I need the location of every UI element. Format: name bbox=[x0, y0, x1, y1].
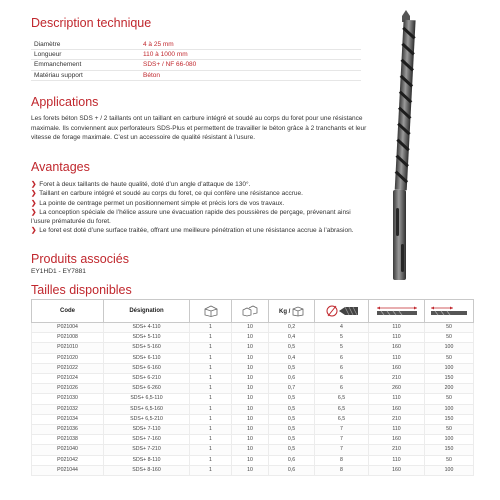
table-cell: 260 bbox=[369, 384, 425, 394]
table-cell: 0,5 bbox=[269, 414, 315, 424]
table-cell: 0,6 bbox=[269, 465, 315, 475]
table-cell: 4 bbox=[315, 323, 369, 333]
table-cell: 110 bbox=[369, 323, 425, 333]
spec-row bbox=[31, 50, 361, 60]
table-cell: 10 bbox=[232, 455, 269, 465]
table-cell: 110 bbox=[369, 353, 425, 363]
chevron-right-icon: ❯ bbox=[31, 227, 37, 235]
table-cell: 160 bbox=[369, 404, 425, 414]
table-cell: 50 bbox=[425, 353, 474, 363]
table-cell: 210 bbox=[369, 414, 425, 424]
table-cell: 110 bbox=[369, 455, 425, 465]
table-cell: 50 bbox=[425, 455, 474, 465]
table-cell: 6 bbox=[315, 363, 369, 373]
table-cell: 1 bbox=[190, 455, 232, 465]
table-cell: P021004 bbox=[32, 323, 104, 333]
spec-value: 110 à 1000 mm bbox=[143, 51, 188, 59]
table-cell: 1 bbox=[190, 404, 232, 414]
weight-label: Kg / bbox=[278, 308, 291, 315]
boxes-icon bbox=[242, 305, 258, 317]
table-row bbox=[32, 455, 474, 465]
table-cell: 5 bbox=[315, 343, 369, 353]
spec-label: Emmanchement bbox=[34, 61, 82, 69]
table-row bbox=[32, 394, 474, 404]
description-title: Description technique bbox=[31, 16, 152, 30]
table-cell: P021030 bbox=[32, 394, 104, 404]
table-cell: 10 bbox=[232, 425, 269, 435]
table-row bbox=[32, 323, 474, 333]
table-cell: 10 bbox=[232, 435, 269, 445]
list-item: ❯ Foret à deux taillants de haute qualité, doté d’un angle d’attaque de 130°. bbox=[31, 181, 251, 188]
avantages-title: Avantages bbox=[31, 160, 90, 174]
box-icon bbox=[203, 305, 219, 317]
table-cell: 10 bbox=[232, 414, 269, 424]
table-cell: 200 bbox=[425, 384, 474, 394]
table-cell: 0,7 bbox=[269, 384, 315, 394]
table-cell: 110 bbox=[369, 394, 425, 404]
table-cell: 1 bbox=[190, 374, 232, 384]
table-row bbox=[32, 374, 474, 384]
spec-row bbox=[31, 60, 361, 70]
table-cell: 160 bbox=[369, 435, 425, 445]
table-row bbox=[32, 465, 474, 475]
table-cell: P021040 bbox=[32, 445, 104, 455]
table-cell: 1 bbox=[190, 333, 232, 343]
table-cell: 210 bbox=[369, 445, 425, 455]
sizes-table bbox=[31, 299, 474, 476]
table-cell: 150 bbox=[425, 445, 474, 455]
spec-label: Longueur bbox=[34, 51, 62, 59]
diameter-icon bbox=[325, 304, 359, 318]
table-cell: P021010 bbox=[32, 343, 104, 353]
table-cell: P021020 bbox=[32, 353, 104, 363]
table-cell: 1 bbox=[190, 353, 232, 363]
table-cell: 150 bbox=[425, 414, 474, 424]
table-cell: 0,4 bbox=[269, 353, 315, 363]
table-row bbox=[32, 404, 474, 414]
spec-value: 4 à 25 mm bbox=[143, 41, 174, 48]
table-row bbox=[32, 333, 474, 343]
col-header-code: Code bbox=[32, 300, 104, 323]
table-cell: 0,5 bbox=[269, 435, 315, 445]
spec-value: Béton bbox=[143, 71, 160, 79]
table-cell: P021022 bbox=[32, 363, 104, 373]
table-cell: 1 bbox=[190, 414, 232, 424]
table-cell: P021038 bbox=[32, 435, 104, 445]
spec-label: Matériau support bbox=[34, 71, 83, 79]
table-cell: SDS+ 7-110 bbox=[104, 425, 190, 435]
box-icon bbox=[292, 306, 304, 317]
table-cell: 0,5 bbox=[269, 394, 315, 404]
spec-label: Diamètre bbox=[34, 41, 61, 48]
table-cell: SDS+ 7-210 bbox=[104, 445, 190, 455]
table-cell: 100 bbox=[425, 404, 474, 414]
table-cell: 110 bbox=[369, 425, 425, 435]
table-cell: 0,2 bbox=[269, 323, 315, 333]
table-cell: 0,5 bbox=[269, 445, 315, 455]
table-cell: 1 bbox=[190, 465, 232, 475]
total-length-icon bbox=[375, 305, 419, 317]
col-header-weight bbox=[269, 300, 315, 323]
table-cell: 1 bbox=[190, 363, 232, 373]
table-header-row bbox=[32, 300, 474, 323]
table-cell: SDS+ 7-160 bbox=[104, 435, 190, 445]
list-item: ❯ Taillant en carbure intégré et soudé au corps du foret, ce qui confère une résistance accrue. bbox=[31, 190, 303, 198]
produits-title: Produits associés bbox=[31, 252, 129, 266]
table-cell: 160 bbox=[369, 465, 425, 475]
produits-refs: EY1HD1 - EY7881 bbox=[31, 268, 86, 275]
table-cell: 6,5 bbox=[315, 414, 369, 424]
col-header-total-length bbox=[369, 300, 425, 323]
table-cell: 8 bbox=[315, 455, 369, 465]
table-cell: P021026 bbox=[32, 384, 104, 394]
col-header-working-length bbox=[425, 300, 474, 323]
col-header-diameter bbox=[315, 300, 369, 323]
table-cell: 110 bbox=[369, 333, 425, 343]
table-cell: P021034 bbox=[32, 414, 104, 424]
table-cell: 1 bbox=[190, 384, 232, 394]
table-cell: SDS+ 6,5-210 bbox=[104, 414, 190, 424]
table-row bbox=[32, 343, 474, 353]
table-cell: 160 bbox=[369, 363, 425, 373]
table-cell: 8 bbox=[315, 465, 369, 475]
spec-row bbox=[31, 40, 361, 50]
table-cell: 7 bbox=[315, 425, 369, 435]
table-cell: P021032 bbox=[32, 404, 104, 414]
spec-row bbox=[31, 70, 361, 80]
spec-value: SDS+ / NF 66-080 bbox=[143, 61, 197, 69]
table-cell: SDS+ 6-210 bbox=[104, 374, 190, 384]
table-cell: 5 bbox=[315, 333, 369, 343]
table-cell: 10 bbox=[232, 323, 269, 333]
applications-title: Applications bbox=[31, 95, 99, 109]
table-row bbox=[32, 363, 474, 373]
table-cell: 7 bbox=[315, 445, 369, 455]
table-row bbox=[32, 425, 474, 435]
table-cell: P021044 bbox=[32, 465, 104, 475]
tailles-title: Tailles disponibles bbox=[31, 283, 132, 297]
chevron-right-icon: ❯ bbox=[31, 190, 37, 198]
table-cell: 50 bbox=[425, 323, 474, 333]
table-cell: SDS+ 6-110 bbox=[104, 353, 190, 363]
list-item: ❯ Le foret est doté d’une surface traitée, offrant une meilleure pénétration et une résistance accrue à l’abrasion. bbox=[31, 227, 354, 235]
table-cell: 10 bbox=[232, 445, 269, 455]
table-row bbox=[32, 445, 474, 455]
table-cell: 10 bbox=[232, 333, 269, 343]
table-cell: P021042 bbox=[32, 455, 104, 465]
col-header-pack bbox=[232, 300, 269, 323]
table-row bbox=[32, 435, 474, 445]
table-cell: 7 bbox=[315, 435, 369, 445]
table-cell: 0,5 bbox=[269, 425, 315, 435]
table-cell: 160 bbox=[369, 343, 425, 353]
list-item: ❯ La pointe de centrage permet un positionnement simple et précis lors de vos travaux. bbox=[31, 199, 285, 207]
table-cell: SDS+ 6-260 bbox=[104, 384, 190, 394]
table-cell: 100 bbox=[425, 465, 474, 475]
table-cell: 6 bbox=[315, 374, 369, 384]
table-cell: 10 bbox=[232, 384, 269, 394]
table-cell: 6 bbox=[315, 384, 369, 394]
avantages-list bbox=[31, 180, 361, 236]
table-cell: 0,4 bbox=[269, 333, 315, 343]
col-header-unit bbox=[190, 300, 232, 323]
table-cell: 10 bbox=[232, 343, 269, 353]
table-cell: 1 bbox=[190, 425, 232, 435]
spec-table bbox=[31, 40, 361, 81]
table-cell: 150 bbox=[425, 374, 474, 384]
table-cell: 0,6 bbox=[269, 374, 315, 384]
table-cell: 6 bbox=[315, 353, 369, 363]
list-item: ❯ La conception spéciale de l’hélice assure une évacuation rapide des poussières de perçage, prévenant ainsi l’usure prématurée du foret. bbox=[31, 208, 351, 226]
table-cell: 1 bbox=[190, 323, 232, 333]
table-cell: SDS+ 6,5-160 bbox=[104, 404, 190, 414]
table-row bbox=[32, 353, 474, 363]
table-cell: 1 bbox=[190, 343, 232, 353]
table-cell: SDS+ 6,5-110 bbox=[104, 394, 190, 404]
applications-text: Les forets béton SDS + / 2 taillants ont un taillant en carbure intégré et soudé au corps du foret pour une résistance maximale. Ils conviennent aux perforateurs SDS-Plus et permettent de travailler le béton grâce à 2 tranchants et leur vitesse de forage maximale. C’est un accessoire de qualité résistant à l’usure. bbox=[31, 115, 367, 142]
table-row bbox=[32, 414, 474, 424]
table-cell: P021008 bbox=[32, 333, 104, 343]
table-cell: 10 bbox=[232, 404, 269, 414]
table-cell: 0,5 bbox=[269, 343, 315, 353]
table-cell: SDS+ 8-160 bbox=[104, 465, 190, 475]
drill-bit-image bbox=[381, 8, 421, 283]
chevron-right-icon: ❯ bbox=[31, 199, 37, 207]
table-cell: 1 bbox=[190, 445, 232, 455]
table-cell: 50 bbox=[425, 333, 474, 343]
table-cell: 10 bbox=[232, 394, 269, 404]
table-cell: P021024 bbox=[32, 374, 104, 384]
table-cell: 100 bbox=[425, 435, 474, 445]
table-row bbox=[32, 384, 474, 394]
table-cell: 6,5 bbox=[315, 404, 369, 414]
working-length-icon bbox=[429, 305, 469, 317]
table-cell: 100 bbox=[425, 343, 474, 353]
table-cell: 1 bbox=[190, 394, 232, 404]
table-cell: 50 bbox=[425, 394, 474, 404]
chevron-right-icon: ❯ bbox=[31, 181, 37, 188]
table-cell: 50 bbox=[425, 425, 474, 435]
table-cell: 100 bbox=[425, 363, 474, 373]
table-cell: SDS+ 6-160 bbox=[104, 363, 190, 373]
table-cell: 10 bbox=[232, 465, 269, 475]
table-cell: 10 bbox=[232, 353, 269, 363]
table-cell: SDS+ 5-110 bbox=[104, 333, 190, 343]
table-cell: 10 bbox=[232, 363, 269, 373]
col-header-designation: Désignation bbox=[104, 300, 190, 323]
chevron-right-icon: ❯ bbox=[31, 208, 37, 216]
table-cell: 10 bbox=[232, 374, 269, 384]
table-cell: SDS+ 5-160 bbox=[104, 343, 190, 353]
table-cell: 1 bbox=[190, 435, 232, 445]
table-cell: 0,6 bbox=[269, 455, 315, 465]
table-cell: SDS+ 8-110 bbox=[104, 455, 190, 465]
table-cell: 210 bbox=[369, 374, 425, 384]
table-cell: P021036 bbox=[32, 425, 104, 435]
table-cell: 0,5 bbox=[269, 363, 315, 373]
table-cell: 6,5 bbox=[315, 394, 369, 404]
table-cell: 0,5 bbox=[269, 404, 315, 414]
table-cell: SDS+ 4-110 bbox=[104, 323, 190, 333]
